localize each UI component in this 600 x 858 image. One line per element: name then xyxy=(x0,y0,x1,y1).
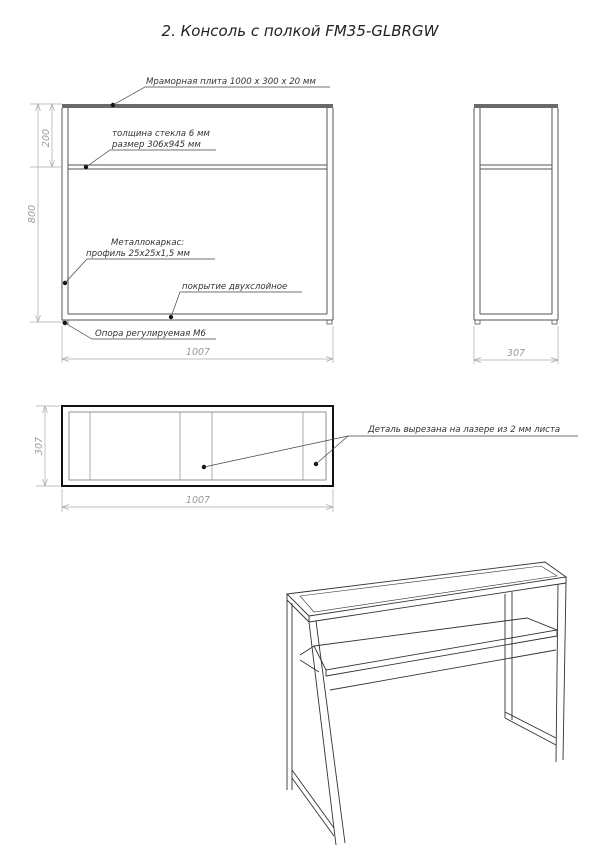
height-value: 800 xyxy=(27,204,38,224)
isometric-view xyxy=(287,562,566,845)
side-depth-dimension xyxy=(474,326,558,364)
glass-thickness-label: толщина стекла 6 мм xyxy=(112,129,210,139)
side-view xyxy=(474,104,558,324)
plan-outline xyxy=(62,406,333,486)
marble-top-side xyxy=(474,104,558,108)
frame-title-label: Металлокаркас: xyxy=(111,238,185,248)
marble-top-front xyxy=(62,104,333,108)
plan-inner-frame xyxy=(69,412,326,480)
laser-annotation xyxy=(202,425,578,469)
coating-label: покрытие двухслойное xyxy=(182,282,288,292)
plan-view xyxy=(62,406,333,486)
front-right-foot xyxy=(327,320,332,324)
plan-depth-value: 307 xyxy=(34,436,45,456)
shelf-offset-value: 200 xyxy=(41,128,52,148)
front-annotations xyxy=(63,77,330,339)
marble-label: Мраморная плита 1000 х 300 х 20 мм xyxy=(146,77,316,87)
iso-front-right-leg xyxy=(556,584,558,762)
front-width-value: 1007 xyxy=(185,347,211,358)
laser-label: Деталь вырезана на лазере из 2 мм листа xyxy=(368,425,561,435)
plan-dimensions xyxy=(34,406,333,512)
side-depth-value: 307 xyxy=(506,348,526,359)
support-label: Опора регулируемая М6 xyxy=(95,329,206,339)
front-height-dimensions xyxy=(27,104,62,322)
iso-glass-shelf xyxy=(314,618,557,670)
plan-width-value: 1007 xyxy=(185,495,211,506)
glass-size-label: размер 306х945 мм xyxy=(112,140,201,150)
frame-profile-label: профиль 25х25х1,5 мм xyxy=(86,249,190,259)
drawing-title: 2. Консоль с полкой FM35-GLBRGW xyxy=(161,22,439,40)
